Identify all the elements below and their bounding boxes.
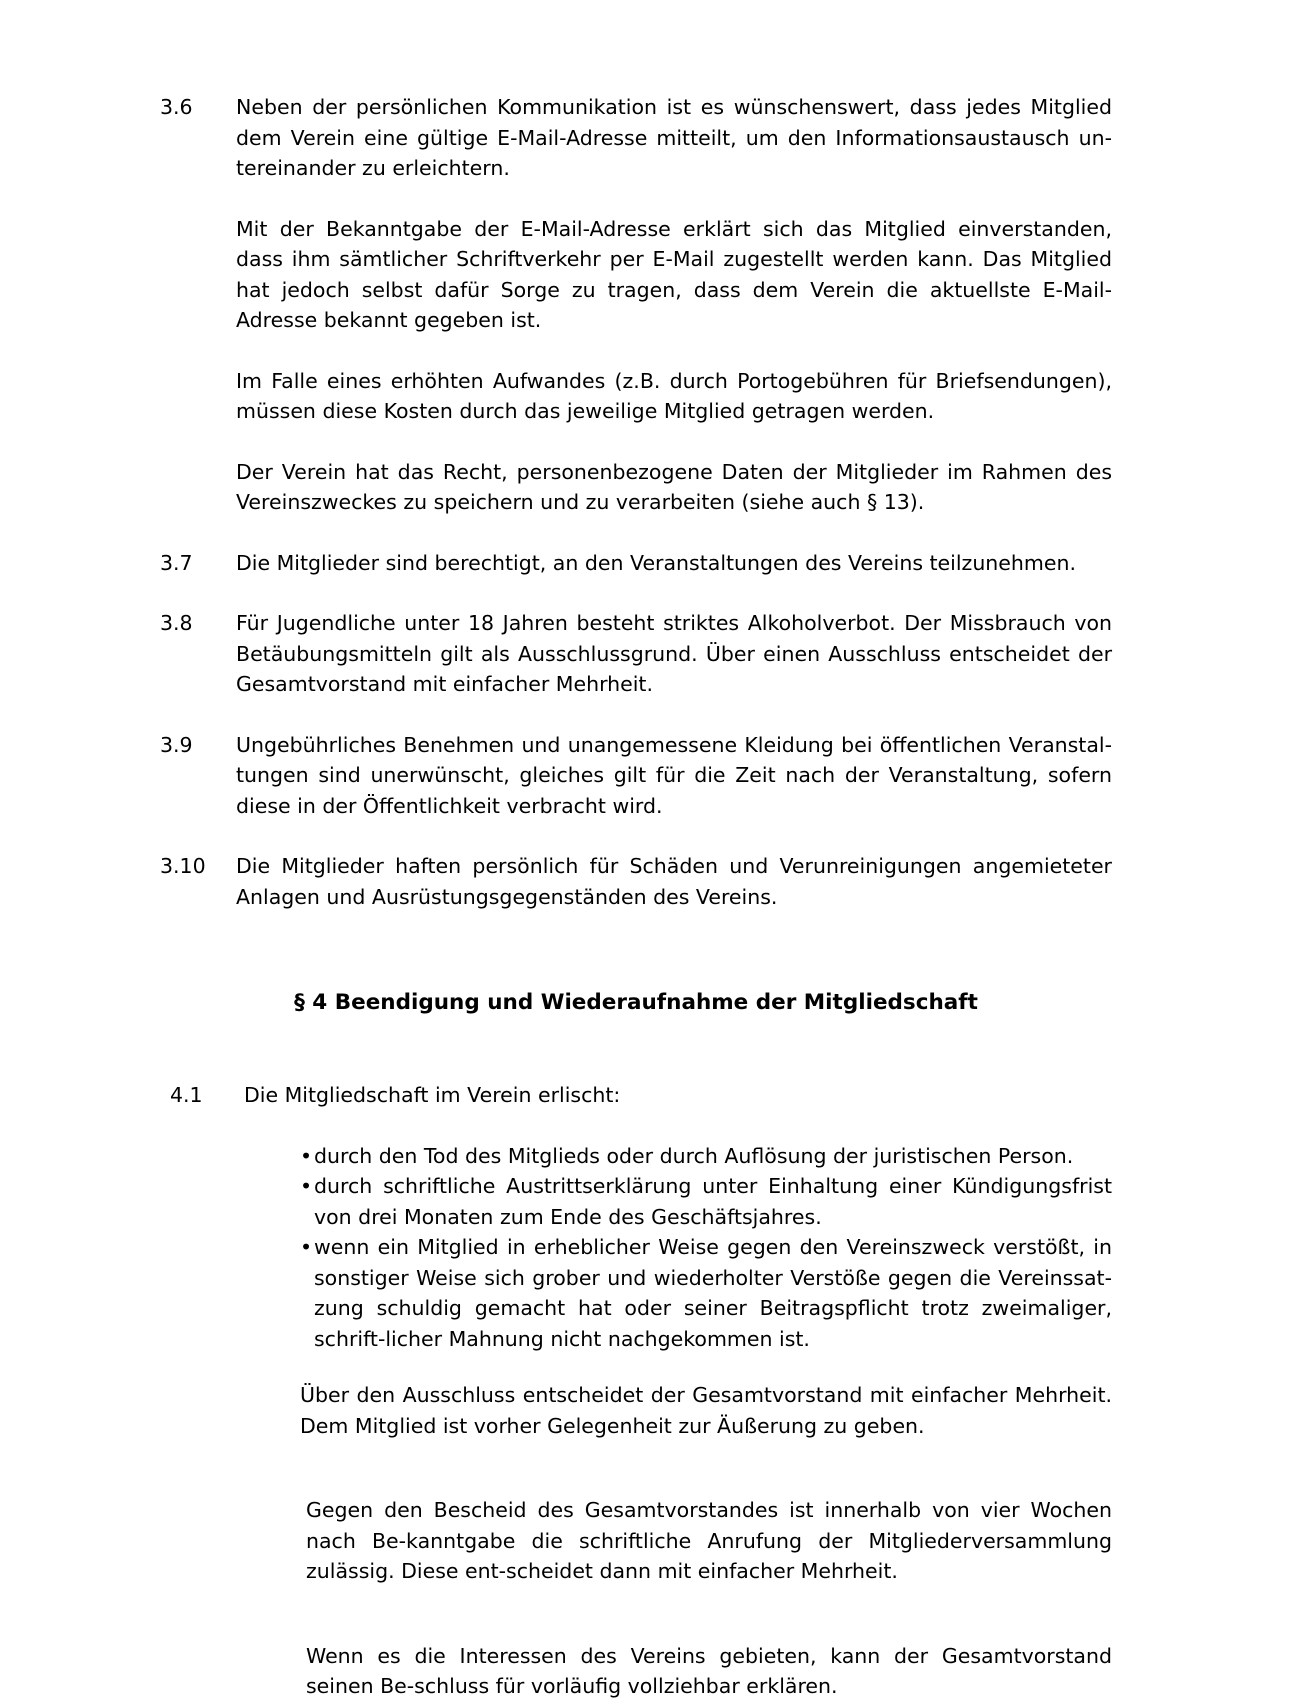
list-item-text: durch schriftliche Austrittserklärung unter Einhaltung einer Kündigungsfrist von drei Monaten zum Ende des Geschäftsjahres. xyxy=(314,1174,1112,1229)
section-heading-paragraph-4: § 4 Beendigung und Wiederaufnahme der Mitgliedschaft xyxy=(294,990,978,1015)
clause-body xyxy=(236,548,1112,579)
termination-reasons-list xyxy=(244,1141,1112,1355)
heading-spacer-below xyxy=(160,1018,1112,1080)
clause-paragraph: Der Verein hat das Recht, personenbezogene Daten der Mitglieder im Rahmen des Vereinszweckes zu speichern und zu verarbeiten (siehe auch § 13). xyxy=(236,459,1112,514)
clause-4-1 xyxy=(160,1080,1112,1702)
clause-3-10 xyxy=(160,851,1112,912)
clause-paragraph: Für Jugendliche unter 18 Jahren besteht striktes Alkoholverbot. Der Missbrauch von Betäubungsmitteln gilt als Ausschlussgrund. Über einen Ausschluss entscheidet der Gesamtvorstand mit einfacher Mehrheit. xyxy=(236,611,1112,696)
clause-body xyxy=(236,608,1112,700)
clause-3-8 xyxy=(160,608,1112,700)
clause-paragraph: Im Falle eines erhöhten Aufwandes (z.B. durch Portogebühren für Briefsendungen), müssen diese Kosten durch das jeweilige Mitglied getragen werden. xyxy=(236,368,1112,423)
bullet-icon: • xyxy=(300,1143,313,1168)
clause-body xyxy=(236,92,1112,518)
clause-body xyxy=(244,1080,1112,1702)
clause-paragraph: Ungebührliches Benehmen und unangemessene Kleidung bei öffentlichen Veranstal-tungen sind unerwünscht, gleiches gilt für die Zeit nach der Veranstaltung, sofern diese in der Öffentlichkeit verbracht wird. xyxy=(236,732,1112,818)
clause-body xyxy=(236,851,1112,912)
clause-paragraph: Die Mitglieder sind berechtigt, an den Veranstaltungen des Vereins teilzunehmen. xyxy=(236,550,1076,575)
clause-number: 3.7 xyxy=(160,550,193,575)
clause-body xyxy=(236,730,1112,822)
clause-3-9 xyxy=(160,730,1112,822)
clause-tail-paragraph: Über den Ausschluss entscheidet der Gesamtvorstand mit einfacher Mehrheit. Dem Mitglied ist vorher Gelegenheit zur Äußerung zu geben. xyxy=(300,1383,1112,1438)
clause-3-7 xyxy=(160,548,1112,579)
heading-spacer-above xyxy=(160,912,1112,988)
clause-paragraph: Neben der persönlichen Kommunikation ist es wünschenswert, dass jedes Mitglied dem Verein eine gültige E-Mail-Adresse mitteilt, um den Informationsaustausch un-tereinander zu erleichtern. xyxy=(236,95,1112,180)
clause-intro-text: Die Mitgliedschaft im Verein erlischt: xyxy=(244,1083,621,1107)
list-item xyxy=(244,1171,1112,1232)
clause-number: 3.9 xyxy=(160,732,193,757)
clause-tail-paragraph: Wenn es die Interessen des Vereins gebieten, kann der Gesamtvorstand seinen Be-schluss für vorläufig vollziehbar erklären. xyxy=(306,1643,1112,1698)
clause-number: 3.6 xyxy=(160,95,193,119)
clause-paragraph: Mit der Bekanntgabe der E-Mail-Adresse erklärt sich das Mitglied einverstanden, dass ihm sämtlicher Schriftverkehr per E-Mail zugestellt werden kann. Das Mitglied hat jedoch selbst dafür Sorge zu tragen, dass dem Verein die aktuellste E-Mail-Adresse bekannt gegeben ist. xyxy=(236,216,1112,332)
clause-tail-paragraph: Gegen den Bescheid des Gesamtvorstandes ist innerhalb von vier Wochen nach Be-kanntgabe die schriftliche Anrufung der Mitgliederversammlung zulässig. Diese ent-scheidet dann mit einfacher Mehrheit. xyxy=(306,1498,1112,1583)
list-item xyxy=(244,1232,1112,1354)
list-item-text: durch den Tod des Mitglieds oder durch Auflösung der juristischen Person. xyxy=(314,1143,1074,1168)
clause-number: 3.10 xyxy=(160,854,206,878)
clause-number: 3.8 xyxy=(160,611,193,635)
bullet-icon: • xyxy=(300,1174,313,1198)
list-item-text: wenn ein Mitglied in erheblicher Weise gegen den Vereinszweck verstößt, in sonstiger Weise sich grober und wiederholter Verstöße gegen die Vereinssat-zung schuldig gemacht hat oder seiner Beitragspflicht trotz zweimaliger, schrift-licher Mahnung nicht nachgekommen ist. xyxy=(314,1235,1112,1351)
clause-3-6 xyxy=(160,92,1112,518)
bullet-icon: • xyxy=(300,1235,313,1259)
clause-paragraph: Die Mitglieder haften persönlich für Schäden und Verunreinigungen angemieteter Anlagen und Ausrüstungsgegenständen des Vereins. xyxy=(236,854,1112,909)
list-item xyxy=(244,1141,1112,1172)
clause-number: 4.1 xyxy=(170,1083,203,1107)
